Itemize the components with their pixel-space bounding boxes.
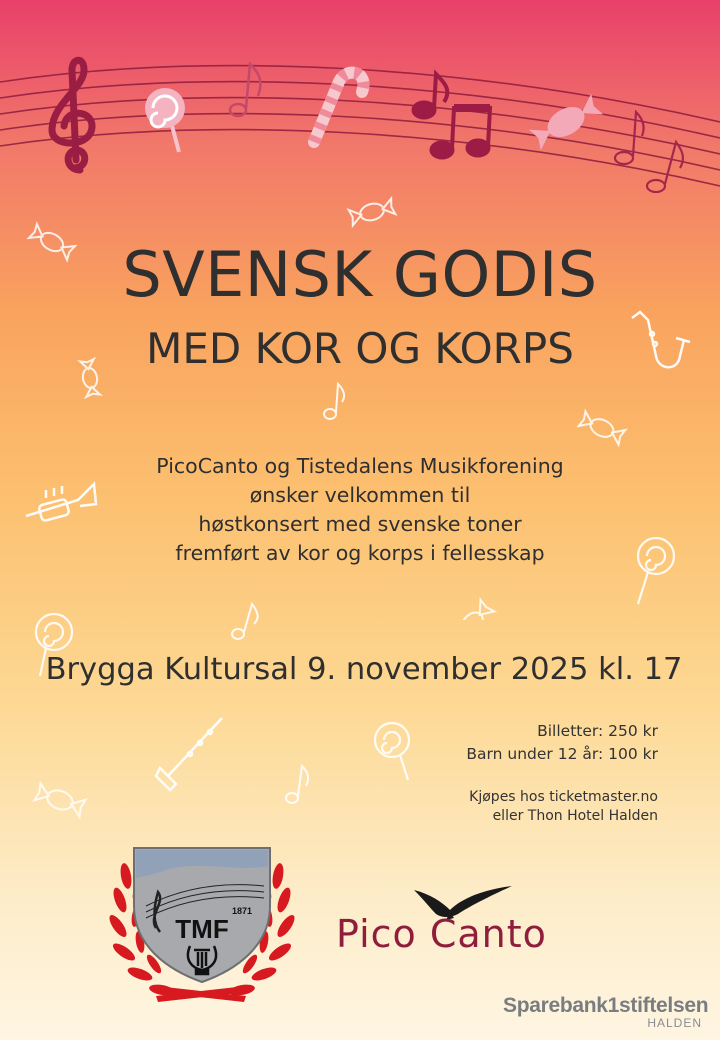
clarinet-icon [156, 718, 222, 790]
eighth-note-icon [615, 112, 683, 192]
lollipop-icon [375, 723, 409, 780]
eighth-note-icon [286, 766, 308, 803]
lollipop-icon [145, 88, 185, 152]
wrapped-candy-icon [528, 93, 603, 152]
intro-line: høstkonsert med svenske toner [198, 512, 522, 536]
beamed-notes-icon [412, 74, 490, 159]
purchase-line: eller Thon Hotel Halden [492, 808, 658, 824]
tmf-logo [96, 836, 308, 1008]
eighth-note-icon [324, 384, 344, 419]
adult-price: Billetter: 250 kr [537, 722, 658, 740]
wrapped-candy-icon [34, 783, 85, 816]
intro-line: ønsker velkommen til [249, 483, 471, 507]
intro-text [0, 452, 720, 568]
treble-clef-icon [52, 60, 92, 170]
eighth-note-icon [230, 64, 260, 116]
child-price: Barn under 12 år: 100 kr [466, 745, 658, 763]
wrapped-candy-icon [349, 199, 396, 226]
venue-date-time: Brygga Kultursal 9. november 2025 kl. 17 [45, 652, 683, 687]
sponsor-subtitle: HALDEN [647, 1016, 702, 1030]
poster-title: SVENSK GODIS [122, 238, 598, 311]
ticket-prices [466, 720, 658, 766]
ticket-purchase-info [469, 788, 658, 826]
wrapped-candy-icon [450, 600, 495, 620]
intro-line: fremført av kor og korps i fellesskap [175, 541, 545, 565]
tmf-text: TMF [175, 914, 229, 944]
purchase-line: Kjøpes hos ticketmaster.no [469, 789, 658, 805]
pico-canto-wordmark: Pico Canto [336, 912, 547, 956]
intro-line: PicoCanto og Tistedalens Musikforening [156, 454, 564, 478]
wrapped-candy-icon [579, 411, 626, 444]
poster-subtitle: MED KOR OG KORPS [146, 324, 574, 373]
sponsor-name: Sparebank1stiftelsen [503, 994, 709, 1017]
tmf-year: 1871 [231, 906, 253, 916]
